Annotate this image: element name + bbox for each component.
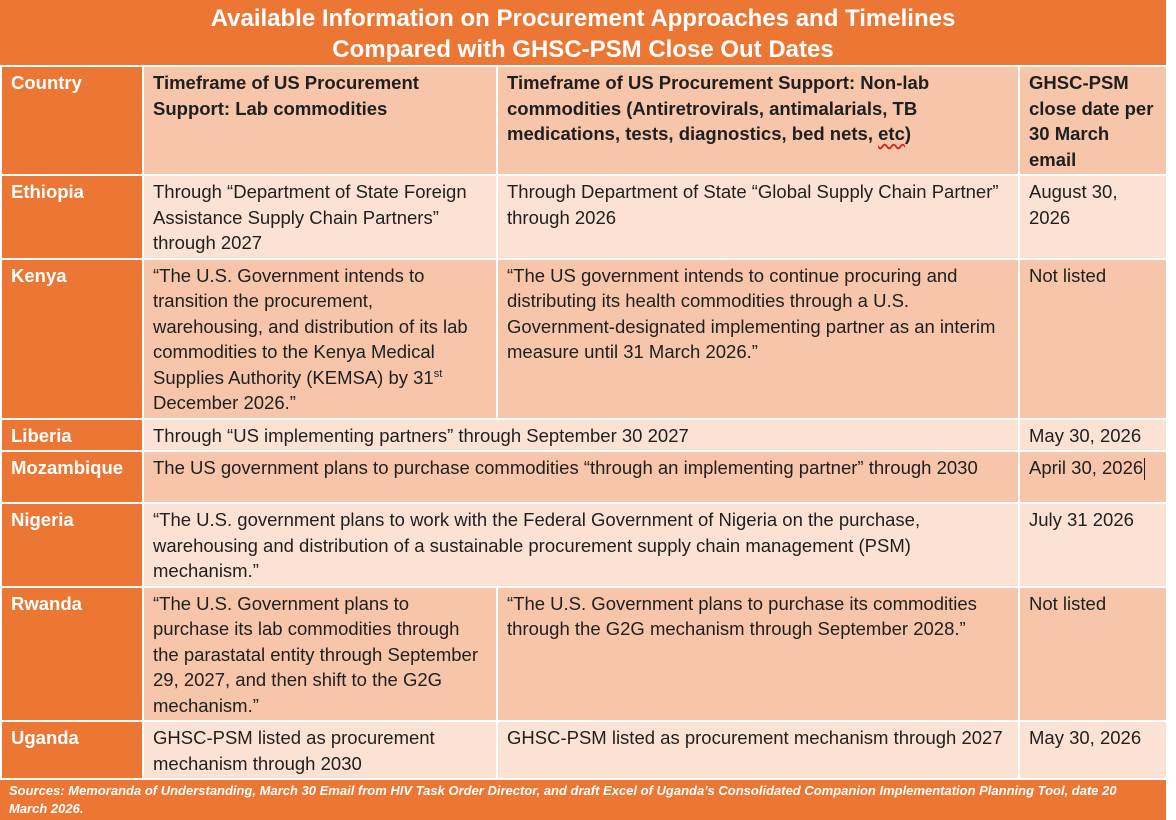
table-row-ethiopia (1, 175, 1167, 259)
table-row-liberia (1, 419, 1167, 452)
ordinal-suffix: st (433, 367, 443, 380)
title-line-2: Compared with GHSC-PSM Close Out Dates (332, 36, 834, 63)
combined-timeframe-cell: “The U.S. government plans to work with the Federal Government of Nigeria on the purchase, warehousing and distribution of a sustainable procurement supply chain management (PSM) mechanism.” (143, 503, 1019, 587)
country-cell: Mozambique (1, 451, 143, 503)
close-date-cell: August 30, 2026 (1019, 175, 1167, 259)
country-cell: Liberia (1, 419, 143, 452)
country-cell: Uganda (1, 721, 143, 779)
table-row-rwanda (1, 587, 1167, 722)
nonlab-cell: “The US government intends to continue procuring and distributing its health commodities through a U.S. Government-designated implementing partner as an interim measure until 31 March 2026.” (497, 259, 1019, 419)
slide-title (0, 0, 1166, 65)
close-date-cell: May 30, 2026 (1019, 721, 1167, 779)
close-date-cell: Not listed (1019, 259, 1167, 419)
lab-cell: “The U.S. Government plans to purchase its lab commodities through the parastatal entity through September 29, 2027, and then shift to the G2G mechanism.” (143, 587, 497, 722)
lab-cell: Through “Department of State Foreign Assistance Supply Chain Partners” through 2027 (143, 175, 497, 259)
nonlab-cell: Through Department of State “Global Supply Chain Partner” through 2026 (497, 175, 1019, 259)
header-close-date: GHSC-PSM close date per 30 March email (1019, 66, 1167, 175)
header-nonlab-etc: etc (878, 123, 905, 144)
table-row-nigeria (1, 503, 1167, 587)
text-cursor (1144, 458, 1145, 480)
table-row-mozambique (1, 451, 1167, 503)
combined-timeframe-cell: The US government plans to purchase commodities “through an implementing partner” through 2030 (143, 451, 1019, 503)
lab-cell: GHSC-PSM listed as procurement mechanism through 2030 (143, 721, 497, 779)
country-cell: Rwanda (1, 587, 143, 722)
close-date-text: April 30, 2026 (1029, 457, 1144, 478)
country-cell: Nigeria (1, 503, 143, 587)
procurement-table (0, 65, 1168, 780)
lab-text-end: December 2026.” (153, 392, 296, 413)
nonlab-cell: GHSC-PSM listed as procurement mechanism through 2027 (497, 721, 1019, 779)
nonlab-cell: “The U.S. Government plans to purchase its commodities through the G2G mechanism through September 2028.” (497, 587, 1019, 722)
header-lab-timeframe: Timeframe of US Procurement Support: Lab commodities (143, 66, 497, 175)
close-date-cell: May 30, 2026 (1019, 419, 1167, 452)
table-row-kenya (1, 259, 1167, 419)
header-nonlab-text: Timeframe of US Procurement Support: Non-lab commodities (Antiretrovirals, antimalarials, TB medications, tests, diagnostics, bed nets, (507, 72, 930, 144)
lab-text: “The U.S. Government intends to transition the procurement, warehousing, and distribution of its lab commodities to the Kenya Medical Supplies Authority (KEMSA) by 31 (153, 264, 468, 388)
header-nonlab-end: ) (904, 123, 912, 144)
country-cell: Kenya (1, 259, 143, 419)
header-row (1, 66, 1167, 175)
close-date-cell: July 31 2026 (1019, 503, 1167, 587)
combined-timeframe-cell: Through “US implementing partners” through September 30 2027 (143, 419, 1019, 452)
title-line-1: Available Information on Procurement Approaches and Timelines (210, 5, 956, 32)
header-nonlab-timeframe (497, 66, 1019, 175)
country-cell: Ethiopia (1, 175, 143, 259)
close-date-cell[interactable] (1019, 451, 1167, 503)
lab-cell (143, 259, 497, 419)
close-date-cell: Not listed (1019, 587, 1167, 722)
sources-footnote: Sources: Memoranda of Understanding, March 30 Email from HIV Task Order Director, and draft Excel of Uganda’s Consolidated Companion Implementation Planning Tool, date 20 March 2026. (0, 780, 1166, 820)
header-country: Country (1, 66, 143, 175)
table-row-uganda (1, 721, 1167, 779)
